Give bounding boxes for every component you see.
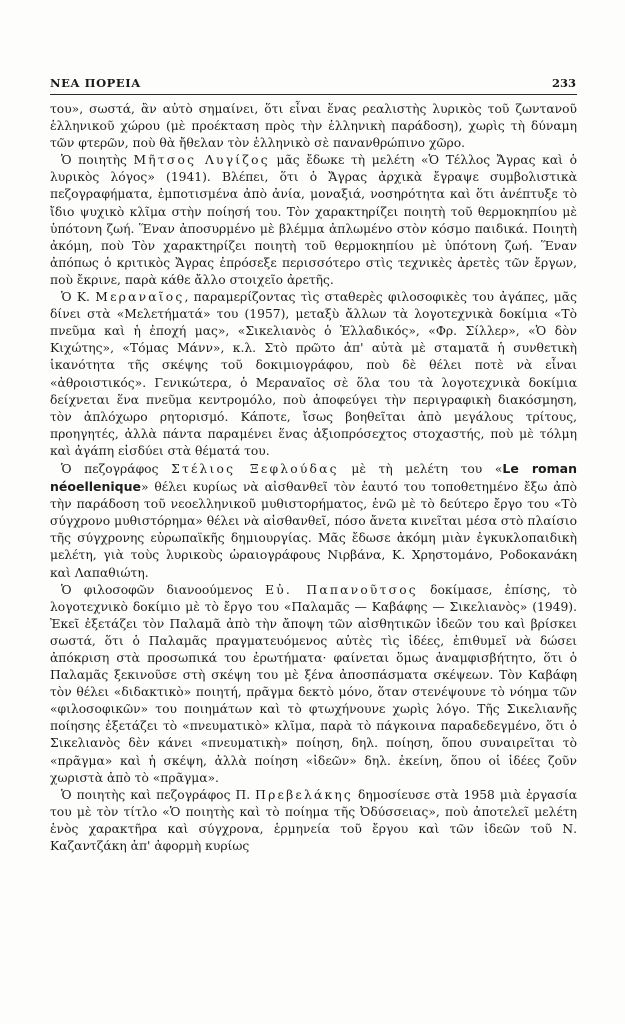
paragraph-1-text: του», σωστά, ἂν αὐτὸ σημαίνει, ὅτι εἶναι ἕνας ρεαλιστὴς λυρικὸς τοῦ ζωντανοῦ ἑλληνικοῦ χώρου (μὲ προέκταση πρὸς τὴν ἑλληνικὴ παράδοση), χωρὶς τὴ δύναμη τῶν φτερῶν, ποὺ θὰ ἤθελαν τὸν ἑλληνικὸ σὲ πανανθρώπινο χῶρο. <box>50 102 577 151</box>
paragraph-4 <box>50 460 577 582</box>
paragraph-3 <box>50 289 577 460</box>
article-body <box>50 101 577 855</box>
paragraph-2 <box>50 152 577 289</box>
author-name-meranaios: Μεραναῖος <box>95 290 185 305</box>
paragraph-4-text: » θέλει κυρίως νὰ αἰσθανθεῖ τὸν ἑαυτό του τοποθετημένο ἔξω ἀπὸ τὴν παράδοση τοῦ νεοελληνικοῦ μυθιστορήματος, ἐνῶ μὲ τὸ δεύτερο ἔργο του «Τὸ σύγχρονο μυθιστόρημα» θέλει νὰ αἰσθανθεῖ, πόσο ἄνετα κινεῖται μέσα στὸ πλαίσιο τῆς σύγχρονης εὐρωπαϊκῆς δημιουργίας. Μᾶς ἔδωσε ἀκόμη μιὰν ἐγκυκλοπαιδικὴ μελέτη, γιὰ τοὺς λυρικοὺς ὡραιογράφους Νιρβάνα, Κ. Χρηστομάνο, Ροδοκανάκη καὶ Λαπαθιώτη. <box>50 480 577 580</box>
author-name-papanoutsos: Εὐ. Παπανοῦτσος <box>265 582 418 597</box>
paragraph-2-lead: Ὁ ποιητὴς <box>61 153 134 168</box>
journal-title: ΝΕΑ ΠΟΡΕΙΑ <box>50 76 141 90</box>
paragraph-2-text: μᾶς ἔδωκε τὴ μελέτη «Ὁ Τέλλος Ἄγρας καὶ ὁ λυρικὸς λόγος» (1941). Βλέπει, ὅτι ὁ Ἄγρας ἀρχικὰ ἔγραψε συμβολιστικὰ πεζογραφήματα, ἐμποτισμένα ἀπὸ ἀνία, μοναξιά, νοσηρότητα καὶ ὅτι ἀνέπτυξε τὸ ἴδιο ψυχικὸ κλῖμα στὴν ποίησή του. Τὸν χαρακτηρίζει ποιητὴ τοῦ θερμοκηπίου μὲ ὑπότονη ζωή. Ἕναν ἀποσυρμένο μὲ βλέμμα ἀπλωμένο στὸν κόσμο παιδικά. Ποιητὴ ἀκόμη, ποὺ Τὸν χαρακτηρίζει ποιητὴ τοῦ θερμοκηπίου μὲ ὑπότονη ζωή. Ἕναν ἀπόπως ὁ κριτικὸς Ἄγρας ἐπρόσεξε περισσότερο στὶς τεχνικὲς ἀρετὲς τῶν ἔργων, ποὺ ἔκρινε, παρὰ κάθε ἄλλο στοιχεῖο ἀρετῆς. <box>50 153 577 287</box>
paragraph-6-lead: Ὁ ποιητὴς καὶ πεζογράφος Π. <box>61 787 256 802</box>
paragraph-6 <box>50 787 577 855</box>
header-rule <box>50 94 577 95</box>
author-name-lygizos: Μῆτσος Λυγίζος <box>133 153 270 168</box>
author-name-xefloudas: Στέλιος Ξεφλούδας <box>171 461 339 476</box>
paragraph-1 <box>50 101 577 152</box>
page-number: 233 <box>551 76 576 90</box>
paragraph-3-text: , παραμερίζοντας τὶς σταθερὲς φιλοσοφικὲς του ἀγάπες, μᾶς δίνει στὰ «Μελετήματά» του (1957), μεταξὺ ἄλλων τὰ λογοτεχνικὰ δοκίμια «Τὸ πνεῦμα καὶ ἡ ἐποχή μας», «Σικελιανὸς ὁ Ἑλλαδικός», «Φρ. Σίλλερ», «Ὁ δὸν Κιχώτης», «Τόμας Μάνν», κ.λ. Στὸ πρῶτο ἀπ' αὐτὰ μὲ σταματᾶ ἡ συνθετικὴ ἱκανότητα τῆς σκέψης τοῦ δοκιμιογράφου, ποὺ δὲ θέλει ποτὲ νὰ εἶναι «ἀθροιστικός». Γενικώτερα, ὁ Μεραναῖος σὲ ὅλα του τὰ λογοτεχνικὰ δοκίμια δείχνεται ἕνα πνεῦμα κεντρομόλο, ποὺ ἀποφεύγει τὴν περιγραφικὴ διακόσμηση, τὸν ἀπλόχωρο ρητορισμό. Κάποτε, ἴσως βοηθεῖται ἀπὸ μεγάλους τρίτους, προηγητές, ἀλλὰ πάντα παραμένει ἕνας ἀξιοπρόσεχτος στοχαστής, ποὺ μὲ τόλμη καὶ ἀγάπη εἰσδύει στὰ θέματά του. <box>50 290 577 458</box>
paragraph-4-mid: μὲ τὴ μελέτη του « <box>338 461 503 476</box>
paragraph-5-lead: Ὁ φιλοσοφῶν διανοούμενος <box>61 582 266 597</box>
author-name-prevelakis: Πρεβελάκης <box>255 787 353 802</box>
paragraph-3-lead: Ὁ Κ. <box>61 290 96 305</box>
paragraph-4-lead: Ὁ πεζογράφος <box>61 461 172 476</box>
paragraph-5 <box>50 582 577 787</box>
paragraph-5-text: δοκίμασε, ἐπίσης, τὸ λογοτεχνικὸ δοκίμιο μὲ τὸ ἔργο του «Παλαμᾶς — Καβάφης — Σικελιανὸς» (1949). Ἐκεῖ ἐξετάζει τὸν Παλαμᾶ ἀπὸ τὴν ἄποψη τῶν αἰσθητικῶν ἰδεῶν του καὶ βρίσκει σωστά, ὅτι ὁ Παλαμᾶς πραγματευόμενος αὐτὲς τὶς ἰδέες, ἐπιθυμεῖ νὰ δώσει ἀπόκριση στὰ προσωπικά του ἐρωτήματα· φαίνεται ὅμως ἀναμφισβήτητο, ὅτι ὁ Παλαμᾶς ξεκινοῦσε στὴ σκέψη του μὲ ξένα ἀποσπάσματα σκέψεων. Τὸν Καβάφη τὸν θέλει «διδακτικὸ» ποιητή, πρᾶγμα δεκτὸ μόνο, ὅταν στενέψουνε τὸ νόημα τῶν «φιλοσοφικῶν» του ποιημάτων καὶ τὸ φτωχήνουνε χωρὶς λόγο. Τῆς Σικελιανῆς ποίησης ἐξετάζει τὸ «πνευματικὸ» κλῖμα, παρὰ τὸ πάγκοινα παραδεδεγμένο, ὅτι ὁ Σικελιανὸς δὲν κάνει «πνευματικὴ» ποίηση, δηλ. ποίηση, ὅπου συναιρεῖται τὸ «πρᾶγμα» καὶ ἡ σκέψη, ἀλλὰ ποίηση «ἰδεῶν» δηλ. ἐκείνη, ὅπου οἱ ἰδέες ζοῦν χωριστὰ ἀπὸ τὸ «πρᾶγμα». <box>50 582 577 785</box>
book-title-latin: Le roman néoellenique <box>50 460 577 495</box>
paragraph-6-text: δημοσίευσε στὰ 1958 μιὰ ἐργασία του μὲ τὸν τίτλο «Ὁ ποιητὴς καὶ τὸ ποίημα τῆς Ὀδύσσειας», ποὺ ἀποτελεῖ μελέτη ἑνὸς χαρακτῆρα καὶ σύγχρονα, ἑρμηνεία τοῦ ἔργου καὶ τῶν ἰδεῶν τοῦ Ν. Καζαντζάκη ἀπ' ἀφορμὴ κυρίως <box>50 787 578 854</box>
